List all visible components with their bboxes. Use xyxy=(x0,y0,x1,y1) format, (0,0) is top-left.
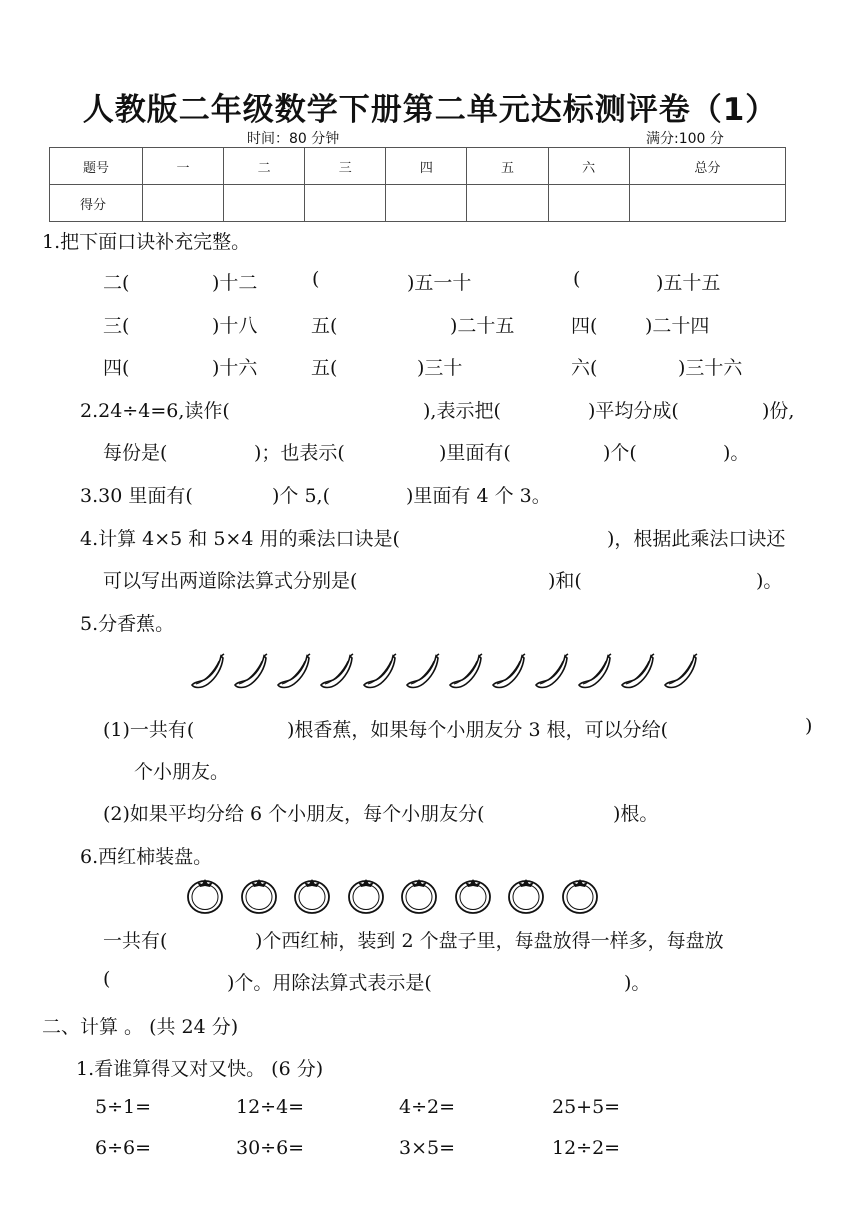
section2-sub1: 1.看谁算得又对又快。 (6 分) xyxy=(76,1058,324,1080)
score-input-cell[interactable] xyxy=(224,185,305,222)
q1-r2-c3b: )二十四 xyxy=(645,315,710,337)
q2-l1-a: 2.24÷4=6,读作( xyxy=(80,400,230,422)
score-input-cell[interactable] xyxy=(467,185,548,222)
q5-s1-a: (1)一共有( xyxy=(103,719,195,741)
banana-icon xyxy=(618,652,658,692)
q1-r3-c1b: )十六 xyxy=(212,357,258,379)
q1-r2-c1a: 三( xyxy=(103,315,130,337)
tomato-icon xyxy=(238,873,280,915)
banana-icon xyxy=(489,652,529,692)
calc-problem: 30÷6= xyxy=(236,1137,305,1159)
q4-l1-b: )，根据此乘法口诀还 xyxy=(607,528,786,550)
q5-s2-a: (2)如果平均分给 6 个小朋友，每个小朋友分( xyxy=(103,803,485,825)
score-header-cell: 题号 xyxy=(50,148,143,185)
time-label: 时间：80 分钟 xyxy=(247,131,340,147)
q1-r1-c1a: 二( xyxy=(103,272,130,294)
q6-l2-a: ( xyxy=(103,968,111,990)
q6-l2-b: )个。用除法算式表示是( xyxy=(227,972,432,994)
q2-l2-d: )个( xyxy=(603,442,637,464)
q1-r3-c3b: )三十六 xyxy=(678,357,743,379)
q1-r3-c3a: 六( xyxy=(571,357,598,379)
q2-l2-e: )。 xyxy=(723,442,750,464)
score-row-label: 得分 xyxy=(50,185,143,222)
banana-icon xyxy=(317,652,357,692)
q1-r2-c2b: )二十五 xyxy=(450,315,515,337)
full-score-label: 满分:100 分 xyxy=(646,131,724,147)
calc-problem: 25+5= xyxy=(552,1096,621,1118)
tomato-icon xyxy=(452,873,494,915)
q1-r2-c2a: 五( xyxy=(311,315,338,337)
score-table xyxy=(49,147,786,222)
q5-s1-b: )根香蕉，如果每个小朋友分 3 根，可以分给( xyxy=(287,719,668,741)
banana-icon xyxy=(575,652,615,692)
tomato-icon xyxy=(291,873,333,915)
banana-icon xyxy=(188,652,228,692)
q5-s2-b: )根。 xyxy=(613,803,659,825)
q1-r1-c2a: ( xyxy=(312,268,320,290)
q3-c: )里面有 4 个 3。 xyxy=(406,485,551,507)
q2-l2-c: )里面有( xyxy=(439,442,511,464)
q1-r3-c2b: )三十 xyxy=(417,357,463,379)
tomato-icon xyxy=(398,873,440,915)
score-input-cell[interactable] xyxy=(548,185,629,222)
score-input-cell[interactable] xyxy=(305,185,386,222)
calc-problem: 12÷2= xyxy=(552,1137,621,1159)
banana-icon xyxy=(403,652,443,692)
q1-r1-c3a: ( xyxy=(573,268,581,290)
q1-r2-c1b: )十八 xyxy=(212,315,258,337)
q6-heading: 6.西红柿装盘。 xyxy=(80,846,213,868)
q5-s1-cont: 个小朋友。 xyxy=(134,761,230,783)
section2-heading: 二、计算 。 (共 24 分) xyxy=(42,1016,239,1038)
banana-icon xyxy=(661,652,701,692)
score-header-cell: 一 xyxy=(143,148,224,185)
q2-l1-b: ),表示把( xyxy=(423,400,501,422)
page-title: 人教版二年级数学下册第二单元达标测评卷（1） xyxy=(82,92,778,128)
q2-l1-d: )份, xyxy=(762,400,795,422)
banana-icon xyxy=(231,652,271,692)
q1-heading: 1.把下面口诀补充完整。 xyxy=(42,231,251,253)
score-header-cell: 六 xyxy=(548,148,629,185)
banana-icon xyxy=(274,652,314,692)
q4-l1-a: 4.计算 4×5 和 5×4 用的乘法口诀是( xyxy=(80,528,400,550)
tomato-icon xyxy=(559,873,601,915)
q5-heading: 5.分香蕉。 xyxy=(80,613,175,635)
score-input-cell[interactable] xyxy=(629,185,785,222)
q6-l1-a: 一共有( xyxy=(103,930,168,952)
q1-r3-c1a: 四( xyxy=(103,357,130,379)
q4-l2-a: 可以写出两道除法算式分别是( xyxy=(103,570,358,592)
score-header-cell: 三 xyxy=(305,148,386,185)
score-header-cell: 五 xyxy=(467,148,548,185)
q5-s1-c: ) xyxy=(805,715,813,737)
banana-icon xyxy=(532,652,572,692)
q1-r1-c1b: )十二 xyxy=(212,272,258,294)
score-input-cell[interactable] xyxy=(143,185,224,222)
q6-l2-c: )。 xyxy=(624,972,651,994)
tomato-icon xyxy=(505,873,547,915)
q3-b: )个 5,( xyxy=(272,485,330,507)
q2-l2-a: 每份是( xyxy=(103,442,168,464)
score-header-cell: 二 xyxy=(224,148,305,185)
q1-r1-c2b: )五一十 xyxy=(407,272,472,294)
q3-a: 3.30 里面有( xyxy=(80,485,193,507)
score-table-header-row xyxy=(50,148,786,185)
q1-r1-c3b: )五十五 xyxy=(656,272,721,294)
calc-problem: 6÷6= xyxy=(95,1137,152,1159)
q1-r3-c2a: 五( xyxy=(311,357,338,379)
score-header-cell: 四 xyxy=(386,148,467,185)
calc-problem: 5÷1= xyxy=(95,1096,152,1118)
q2-l1-c: )平均分成( xyxy=(588,400,679,422)
tomato-icon xyxy=(184,873,226,915)
q6-l1-b: )个西红柿，装到 2 个盘子里，每盘放得一样多，每盘放 xyxy=(255,930,724,952)
calc-problem: 3×5= xyxy=(399,1137,456,1159)
score-table-score-row xyxy=(50,185,786,222)
q2-l2-b: )；也表示( xyxy=(254,442,345,464)
q4-l2-c: )。 xyxy=(756,570,783,592)
banana-icon xyxy=(446,652,486,692)
q4-l2-b: )和( xyxy=(548,570,582,592)
calc-problem: 4÷2= xyxy=(399,1096,456,1118)
banana-icon xyxy=(360,652,400,692)
q1-r2-c3a: 四( xyxy=(571,315,598,337)
tomato-icon xyxy=(345,873,387,915)
score-input-cell[interactable] xyxy=(386,185,467,222)
score-header-cell: 总分 xyxy=(629,148,785,185)
calc-problem: 12÷4= xyxy=(236,1096,305,1118)
